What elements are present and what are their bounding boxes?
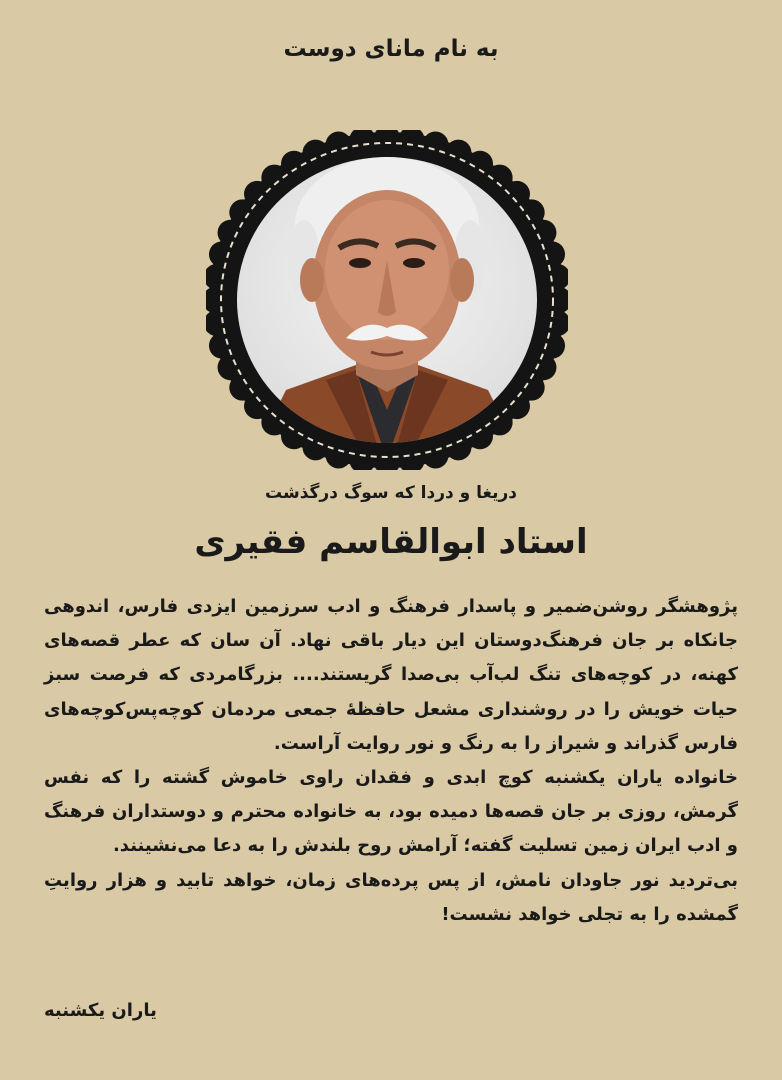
portrait-frame: [206, 130, 568, 470]
mourning-caption: دریغا و دردا که سوگ درگذشت: [264, 483, 517, 503]
paragraph: خانواده یاران یکشنبه کوچ ابدی و فقدان راوی خاموش گشته را که نفس گرمش، روزی بر جان قصه‌ها دمیده بود، به خانواده محترم و دوستداران فرهنگ و ادب ایران زمین تسلیت گفته؛ آرامش روح بلندش را به دعا می‌نشینند.: [44, 767, 738, 857]
frame-scallop: [303, 140, 329, 166]
paragraph: بی‌تردید نور جاودان نامش، از پس پرده‌های زمان، خواهد تابید و هزار روایتِ گمشده را به تجلی خواهد نشست!: [44, 869, 738, 925]
frame-scallop: [326, 132, 352, 158]
frame-scallop: [422, 442, 448, 468]
paragraph: پژوهشگر روشن‌ضمیر و پاسدار فرهنگ و ادب سرزمین ایزدی فارس، اندوهی جانکاه بر جان فرهنگ‌دوستان این دیار باقی نهاد. آن سان که عطر قصه‌های کهنه، در کوچه‌های تنگ لب‌آب بی‌صدا گریستند.... بزرگامردی که فرصت سبز حیات خویش را در روشنداری مشعل حافظهٔ جمعی مردمان کوچه‌پس‌کوچه‌های فارس گذراند و شیراز را به رنگ و نور روایت آراست.: [44, 596, 738, 754]
signature: یاران یکشنبه: [44, 1000, 157, 1021]
deceased-name: استاد ابوالقاسم فقیری: [194, 522, 588, 562]
portrait-image: [206, 130, 568, 470]
invocation-heading: به نام مانای دوست: [283, 36, 499, 62]
condolence-text: [44, 590, 738, 932]
